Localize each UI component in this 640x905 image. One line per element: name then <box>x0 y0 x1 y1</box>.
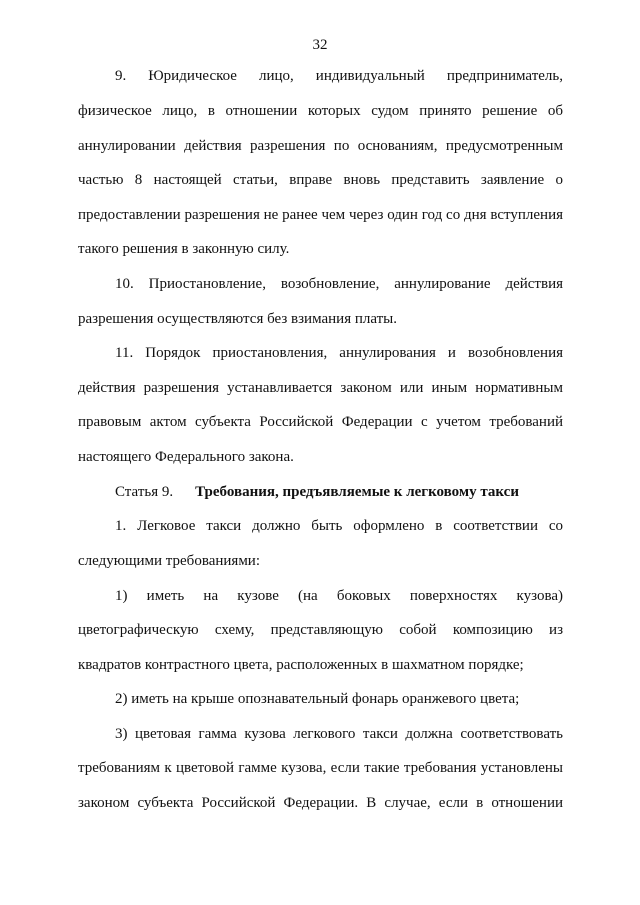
article-heading <box>115 482 563 502</box>
page-number: 32 <box>312 37 328 53</box>
text-line: 2) иметь на крыше опознавательный фонарь оранжевого цвета; <box>115 691 520 707</box>
text-line: 1) иметь на кузове (на боковых поверхностях кузова) <box>115 588 563 604</box>
article-title: Требования, предъявляемые к легковому такси <box>195 484 519 500</box>
text-line: цветографическую схему, представляющую собой композицию из <box>78 622 563 638</box>
text-line: действия разрешения устанавливается законом или иным нормативным <box>78 380 563 396</box>
text-line: разрешения осуществляются без взимания платы. <box>78 311 398 327</box>
text-line: настоящего Федерального закона. <box>78 449 294 465</box>
text-line: такого решения в законную силу. <box>78 241 290 257</box>
text-line: частью 8 настоящей статьи, вправе вновь представить заявление о <box>78 172 563 188</box>
text-line: 11. Порядок приостановления, аннулирования и возобновления <box>115 345 563 361</box>
text-line: аннулировании действия разрешения по основаниям, предусмотренным <box>78 138 563 154</box>
text-line: 1. Легковое такси должно быть оформлено в соответствии со <box>115 518 563 534</box>
text-line: 10. Приостановление, возобновление, аннулирование действия <box>115 276 563 292</box>
text-line: законом субъекта Российской Федерации. В случае, если в отношении <box>78 795 563 811</box>
text-line: предоставлении разрешения не ранее чем через один год со дня вступления <box>78 207 563 223</box>
text-line: 3) цветовая гамма кузова легкового такси должна соответствовать <box>115 726 563 742</box>
text-line: физическое лицо, в отношении которых судом принято решение об <box>78 103 563 119</box>
text-line: следующими требованиями: <box>78 553 260 569</box>
text-line: 9. Юридическое лицо, индивидуальный предприниматель, <box>115 68 563 84</box>
text-line: требованиям к цветовой гамме кузова, если такие требования установлены <box>78 760 563 776</box>
text-line: квадратов контрастного цвета, расположенных в шахматном порядке; <box>78 657 524 673</box>
text-line: правовым актом субъекта Российской Федерации с учетом требований <box>78 414 563 430</box>
article-number: Статья 9. <box>115 484 174 500</box>
